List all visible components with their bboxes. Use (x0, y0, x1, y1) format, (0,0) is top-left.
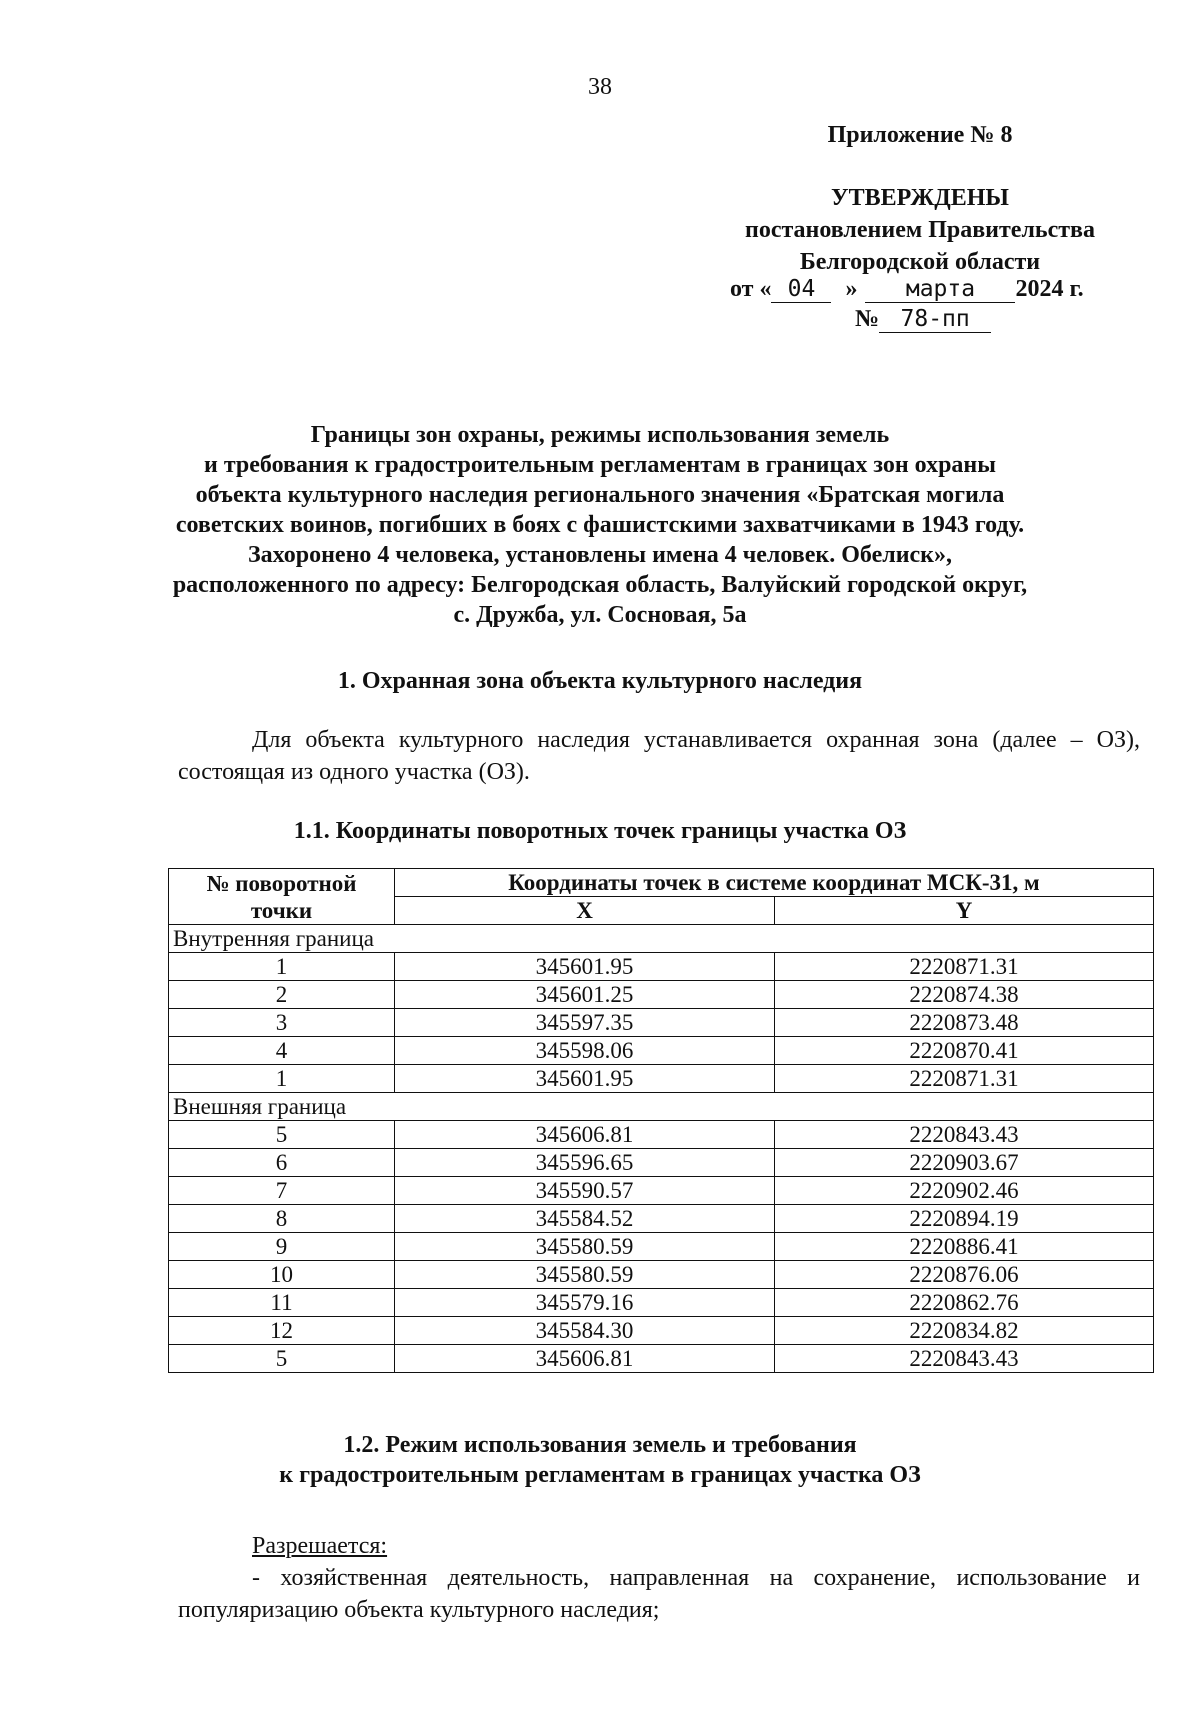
point-number-cell: 3 (169, 1009, 395, 1037)
table-row (169, 1345, 1154, 1373)
table-body (169, 925, 1154, 1373)
y-coordinate-cell: 2220894.19 (775, 1205, 1154, 1233)
y-coordinate-cell: 2220886.41 (775, 1233, 1154, 1261)
point-number-cell: 6 (169, 1149, 395, 1177)
title-line: Захоронено 4 человека, установлены имена 4 человек. Обелиск», (247, 542, 953, 568)
header-y: Y (775, 897, 1154, 925)
point-number-cell: 5 (169, 1345, 395, 1373)
table-row (169, 1009, 1154, 1037)
x-coordinate-cell: 345579.16 (395, 1289, 775, 1317)
table-row (169, 981, 1154, 1009)
coordinates-table (168, 868, 1154, 1373)
y-coordinate-cell: 2220834.82 (775, 1317, 1154, 1345)
point-number-cell: 8 (169, 1205, 395, 1233)
allowed-label: Разрешается: (252, 1533, 388, 1559)
point-number-cell: 1 (169, 1065, 395, 1093)
page-number: 38 (588, 74, 612, 100)
table-row (169, 1289, 1154, 1317)
y-coordinate-cell: 2220876.06 (775, 1261, 1154, 1289)
point-number-cell: 5 (169, 1121, 395, 1149)
approval-block (700, 182, 1140, 278)
y-coordinate-cell: 2220843.43 (775, 1121, 1154, 1149)
x-coordinate-cell: 345596.65 (395, 1149, 775, 1177)
point-number-cell: 10 (169, 1261, 395, 1289)
header-point-number: № поворотной точки (169, 869, 395, 925)
x-coordinate-cell: 345584.52 (395, 1205, 775, 1233)
y-coordinate-cell: 2220873.48 (775, 1009, 1154, 1037)
table-group-row (169, 925, 1154, 953)
table-row (169, 1121, 1154, 1149)
approval-line-1: УТВЕРЖДЕНЫ (831, 185, 1009, 211)
section-1-paragraph: Для объекта культурного наследия устанавливается охранная зона (далее – ОЗ), состоящая из одного участка (ОЗ). (178, 727, 1140, 785)
point-number-cell: 7 (169, 1177, 395, 1205)
x-coordinate-cell: 345606.81 (395, 1345, 775, 1373)
x-coordinate-cell: 345601.25 (395, 981, 775, 1009)
table-group-row (169, 1093, 1154, 1121)
x-coordinate-cell: 345580.59 (395, 1233, 775, 1261)
title-line: объекта культурного наследия регионального значения «Братская могила (195, 482, 1005, 508)
date-month: марта (865, 276, 1015, 303)
table-row (169, 1205, 1154, 1233)
group-label: Внешняя граница (169, 1093, 1154, 1121)
date-prefix: от « (730, 276, 772, 302)
title-line: советских воинов, погибших в боях с фашистскими захватчиками в 1943 году. (175, 512, 1025, 538)
approval-date (730, 276, 1084, 303)
point-number-cell: 1 (169, 953, 395, 981)
approval-line-2: постановлением Правительства (744, 217, 1095, 243)
table-row (169, 1037, 1154, 1065)
y-coordinate-cell: 2220862.76 (775, 1289, 1154, 1317)
allowed-item-1: - хозяйственная деятельность, направленная на сохранение, использование и популяризацию объекта культурного наследия; (178, 1565, 1140, 1623)
number-prefix: № (855, 306, 880, 332)
x-coordinate-cell: 345601.95 (395, 1065, 775, 1093)
y-coordinate-cell: 2220871.31 (775, 953, 1154, 981)
section-1-1-heading: 1.1. Координаты поворотных точек границы участка ОЗ (293, 818, 907, 844)
x-coordinate-cell: 345597.35 (395, 1009, 775, 1037)
x-coordinate-cell: 345590.57 (395, 1177, 775, 1205)
number-value: 78-пп (879, 306, 991, 333)
group-label: Внутренняя граница (169, 925, 1154, 953)
title-line: Границы зон охраны, режимы использования земель (310, 422, 890, 448)
y-coordinate-cell: 2220871.31 (775, 1065, 1154, 1093)
section-1-2-heading-line-2: к градостроительным регламентам в границах участка ОЗ (279, 1462, 921, 1488)
date-day: 04 (771, 276, 831, 303)
y-coordinate-cell: 2220843.43 (775, 1345, 1154, 1373)
point-number-cell: 12 (169, 1317, 395, 1345)
point-number-cell: 4 (169, 1037, 395, 1065)
y-coordinate-cell: 2220874.38 (775, 981, 1154, 1009)
x-coordinate-cell: 345598.06 (395, 1037, 775, 1065)
header-x: X (395, 897, 775, 925)
section-1-heading: 1. Охранная зона объекта культурного наследия (337, 668, 863, 694)
allowed-label-wrap (252, 1530, 652, 1562)
title-line: и требования к градостроительным регламентам в границах зон охраны (204, 452, 996, 478)
date-mid: » (845, 276, 858, 302)
table-row (169, 1317, 1154, 1345)
table-row (169, 1233, 1154, 1261)
approval-line-3: Белгородской области (799, 249, 1041, 275)
point-number-cell: 2 (169, 981, 395, 1009)
table-row (169, 953, 1154, 981)
header-coordinates: Координаты точек в системе координат МСК-31, м (395, 869, 1154, 897)
x-coordinate-cell: 345606.81 (395, 1121, 775, 1149)
table-row (169, 1065, 1154, 1093)
x-coordinate-cell: 345584.30 (395, 1317, 775, 1345)
y-coordinate-cell: 2220902.46 (775, 1177, 1154, 1205)
document-title (150, 420, 1050, 630)
table-row (169, 1261, 1154, 1289)
section-1-2-heading-line-1: 1.2. Режим использования земель и требования (343, 1432, 857, 1458)
table-row (169, 1149, 1154, 1177)
point-number-cell: 9 (169, 1233, 395, 1261)
x-coordinate-cell: 345601.95 (395, 953, 775, 981)
x-coordinate-cell: 345580.59 (395, 1261, 775, 1289)
attachment-label: Приложение № 8 (827, 122, 1013, 148)
y-coordinate-cell: 2220903.67 (775, 1149, 1154, 1177)
title-line: расположенного по адресу: Белгородская область, Валуйский городской округ, (172, 572, 1028, 598)
table-row (169, 1177, 1154, 1205)
date-year: 2024 г. (1015, 276, 1084, 302)
approval-number (855, 306, 991, 333)
point-number-cell: 11 (169, 1289, 395, 1317)
table-header-row (169, 869, 1154, 897)
title-line: с. Дружба, ул. Сосновая, 5а (453, 602, 747, 628)
y-coordinate-cell: 2220870.41 (775, 1037, 1154, 1065)
